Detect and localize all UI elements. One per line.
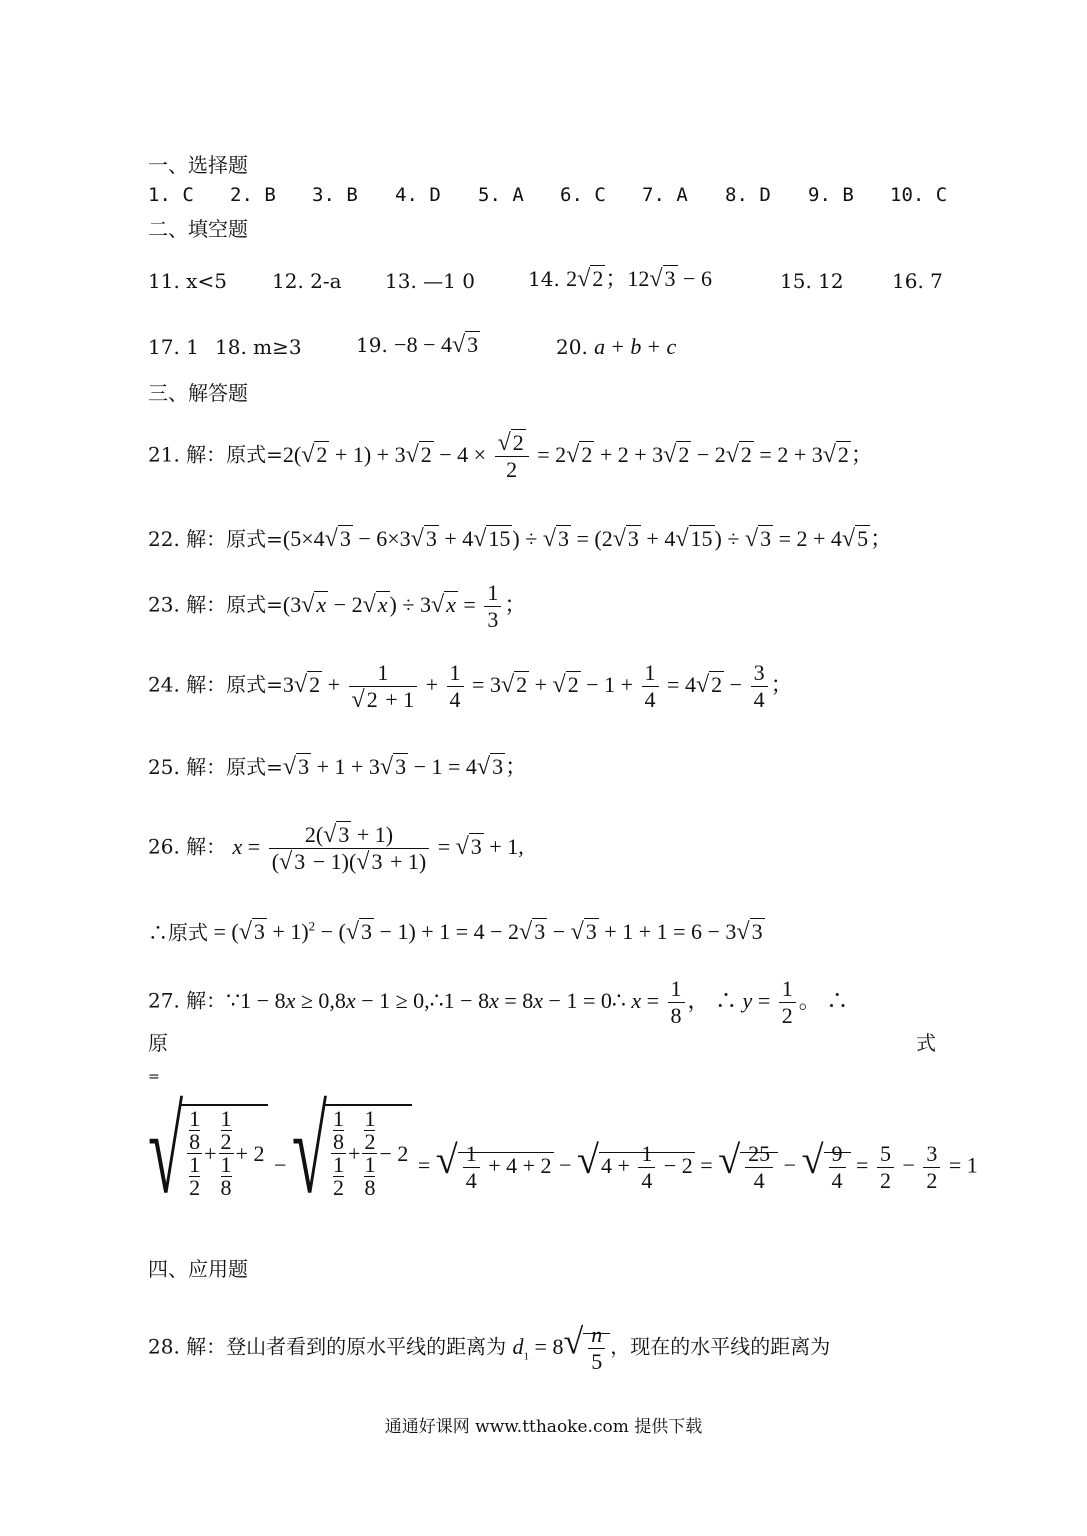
- mcq-answer: 1. C: [148, 184, 194, 206]
- answer-24: 24. 解：原式=3√2 + $\frac{1}{√2 + 1}$ + $\frac{1}{4}$ = 3√2 + √2 − 1 + $\frac{1}{4}$ = 4√2 − $\frac{3}{4}$ ；: [148, 660, 793, 713]
- answer-27: 27. 解：∵1 − 8x ≥ 0,8x − 1 ≥ 0,∴1 − 8x = 8x − 1 = 0∴ x = $\frac{1}{8}$ ， ∴ y = $\frac{1}{2}$ 。 ∴: [148, 976, 849, 1028]
- answer-27-equals: =: [148, 1069, 160, 1085]
- answer-27-yuan: 原: [148, 1031, 168, 1055]
- fill-answer-11: 11. x<5: [148, 269, 227, 293]
- fill-answer-13: 13. —1 0: [385, 269, 475, 293]
- fill-answer-16: 16. 7: [892, 269, 943, 293]
- answer-label: ∴原式: [148, 920, 208, 945]
- answer-25: 25. 解：原式=√3 + 1 + 3√3 − 1 = 4√3；: [148, 754, 528, 780]
- section-title-solve: 三、解答题: [148, 381, 248, 405]
- mcq-answer: 3. B: [312, 184, 358, 206]
- answer-label: 28. 解：登山者看到的原水平线的距离为: [148, 1334, 507, 1359]
- answer-21: 21. 解：原式=2(√2 + 1) + 3√2 − 4 × $\frac{√2}{2}$ = 2√2 + 2 + 3√2 − 2√2 = 2 + 3√2；: [148, 430, 873, 482]
- fill-answer-12: 12. 2-a: [272, 269, 342, 293]
- mcq-answer: 2. B: [230, 184, 276, 206]
- fill-answer-15: 15. 12: [780, 269, 844, 293]
- answer-label: 22. 解：原式=: [148, 527, 283, 551]
- answer-label: 25. 解：原式=: [148, 755, 283, 779]
- section-title-choice: 一、选择题: [148, 153, 248, 177]
- answer-23: 23. 解：原式=(3√x − 2√x) ÷ 3√x = $\frac{1}{3}$ ；: [148, 580, 527, 632]
- answer-continuation: ，现在的水平线的距离为: [610, 1334, 831, 1359]
- answer-26: 26. 解： x = $\frac{2(√3 + 1)}{(√3 - 1)(√3 + 1)}$ = √3 + 1,: [148, 822, 524, 875]
- question-number: 20.: [556, 335, 588, 359]
- mcq-answer: 8. D: [725, 184, 771, 206]
- mcq-answer: 6. C: [560, 184, 606, 206]
- fill-answer-18: 18. m≥3: [215, 335, 302, 359]
- mcq-answer: 10. C: [890, 184, 948, 206]
- question-number: 19.: [356, 333, 388, 357]
- answer-22: 22. 解：原式=(5×4√3 − 6×3√3 + 4√15) ÷ √3 = (2√3 + 4√15) ÷ √3 = 2 + 4√5；: [148, 526, 893, 552]
- fill-answer-17: 17. 1: [148, 335, 199, 359]
- question-number: 14.: [528, 267, 560, 291]
- mcq-answer: 9. B: [808, 184, 854, 206]
- page-footer: 通通好课网 www.tthaoke.com 提供下载: [384, 1417, 703, 1437]
- section-title-application: 四、应用题: [148, 1257, 248, 1281]
- answer-27-shi: 式: [916, 1031, 936, 1055]
- mcq-answer: 7. A: [642, 184, 688, 206]
- mcq-answer: 5. A: [478, 184, 524, 206]
- fill-answer-14: 14. 2√2；12√3 − 6: [528, 266, 712, 292]
- mcq-answer: 4. D: [395, 184, 441, 206]
- fill-answer-20: 20. a + b + c: [556, 334, 677, 359]
- answer-label: 23. 解：原式=: [148, 592, 283, 617]
- answer-27-expression: √ $\frac{1}{8}$ $\frac{1}{2}$ + $\frac{1}{2}$ $\frac{1}{8}$ + 2 − √ $\frac{1}{8}$ $\frac{1}{2}$ + $\frac{1}{2}$ $\frac{1}{8}$ − 2 = √ $\frac{1}{4}$ + 4 + 2 − √4 + $\frac{1}{4}$ − 2 = √ $\frac{25}{4}$ − √ $\frac{9}{4}$ = $\frac{5}{2}$ − $\frac{3}{2}$ = 1: [148, 1083, 978, 1218]
- fill-answer-19: 19. −8 − 4√3: [356, 332, 479, 358]
- answer-label: 26. 解：: [148, 834, 227, 859]
- answer-28: 28. 解：登山者看到的原水平线的距离为 $d_1 = 8√$ $\frac{n}{5}$ ，现在的水平线的距离为: [148, 1321, 831, 1374]
- answer-label: 24. 解：原式=: [148, 672, 283, 697]
- answer-label: 27. 解：: [148, 988, 227, 1013]
- answer-label: 21. 解：原式=: [148, 442, 283, 467]
- answer-26-continued: ∴原式 = $(√3 + 1)^2 - (√3 - 1) + 1 = 4 - 2√3 - √3 + 1 + 1 = 6 - 3√3$: [148, 919, 763, 946]
- section-title-fill: 二、填空题: [148, 217, 248, 241]
